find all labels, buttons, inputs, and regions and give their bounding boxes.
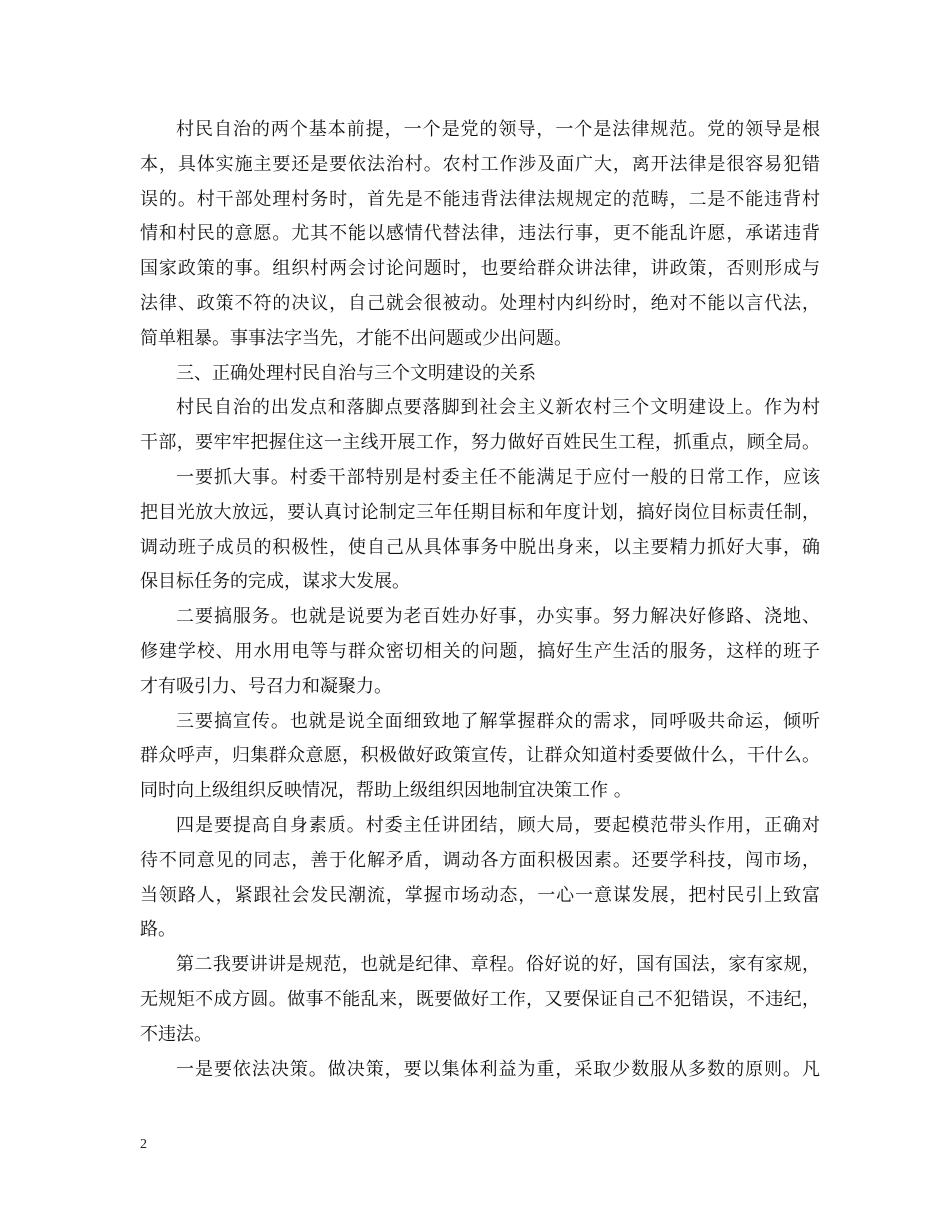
- text-line: 本，具体实施主要还是要依法治村。农村工作涉及面广大，离开法律是很容易犯错: [140, 153, 820, 175]
- text-line: 法律、政策不符的决议，自己就会很被动。处理村内纠纷时，绝对不能以言代法，: [140, 292, 820, 314]
- text-line: 同时向上级组织反映情况，帮助上级组织因地制宜决策工作 。: [140, 780, 632, 802]
- text-line: 第二我要讲讲是规范，也就是纪律、章程。俗好说的好，国有国法，家有家规，: [176, 954, 820, 976]
- text-line: 国家政策的事。组织村两会讨论问题时，也要给群众讲法律，讲政策，否则形成与: [140, 258, 820, 280]
- text-line: 无规矩不成方圆。做事不能乱来，既要做好工作，又要保证自己不犯错误，不违纪，: [140, 988, 820, 1010]
- text-line: 干部，要牢牢把握住这一主线开展工作，努力做好百姓民生工程，抓重点，顾全局。: [140, 432, 820, 454]
- page-number: 2: [140, 1137, 147, 1152]
- text-line: 误的。村干部处理村务时，首先是不能违背法律法规规定的范畴，二是不能违背村: [140, 188, 820, 210]
- body-text: [140, 113, 820, 1087]
- text-line: 一是要依法决策。做决策，要以集体利益为重，采取少数服从多数的原则。凡: [176, 1058, 820, 1080]
- text-line: 三要搞宣传。也就是说全面细致地了解掌握群众的需求，同呼吸共命运，倾听: [176, 710, 820, 732]
- text-line: 三、正确处理村民自治与三个文明建设的关系: [176, 362, 536, 384]
- text-line: 群众呼声，归集群众意愿，积极做好政策宣传，让群众知道村委要做什么，干什么。: [140, 745, 820, 767]
- text-line: 简单粗暴。事事法字当先，才能不出问题或少出问题。: [140, 327, 572, 349]
- text-line: 才有吸引力、号召力和凝聚力。: [140, 675, 392, 697]
- text-line: 村民自治的出发点和落脚点要落脚到社会主义新农村三个文明建设上。作为村: [176, 397, 820, 419]
- text-line: 路。: [140, 919, 176, 941]
- text-line: 四是要提高自身素质。村委主任讲团结，顾大局，要起模范带头作用，正确对: [176, 814, 820, 836]
- text-line: 修建学校、用水用电等与群众密切相关的问题，搞好生产生活的服务，这样的班子: [140, 640, 820, 662]
- text-line: 不违法。: [140, 1023, 212, 1045]
- text-line: 情和村民的意愿。尤其不能以感情代替法律，违法行事，更不能乱许愿，承诺违背: [140, 223, 820, 245]
- text-line: 把目光放大放远，要认真讨论制定三年任期目标和年度计划，搞好岗位目标责任制，: [140, 501, 820, 523]
- text-line: 二要搞服务。也就是说要为老百姓办好事，办实事。努力解决好修路、浇地、: [176, 606, 820, 628]
- text-line: 当领路人，紧跟社会发民潮流，掌握市场动态，一心一意谋发展，把村民引上致富: [140, 884, 820, 906]
- text-line: 调动班子成员的积极性，使自己从具体事务中脱出身来，以主要精力抓好大事，确: [140, 536, 820, 558]
- text-line: 一要抓大事。村委干部特别是村委主任不能满足于应付一般的日常工作，应该: [176, 466, 820, 488]
- text-line: 待不同意见的同志，善于化解矛盾，调动各方面积极因素。还要学科技，闯市场，: [140, 849, 820, 871]
- text-line: 村民自治的两个基本前提，一个是党的领导，一个是法律规范。党的领导是根: [176, 119, 820, 140]
- text-line: 保目标任务的完成，谋求大发展。: [140, 571, 410, 593]
